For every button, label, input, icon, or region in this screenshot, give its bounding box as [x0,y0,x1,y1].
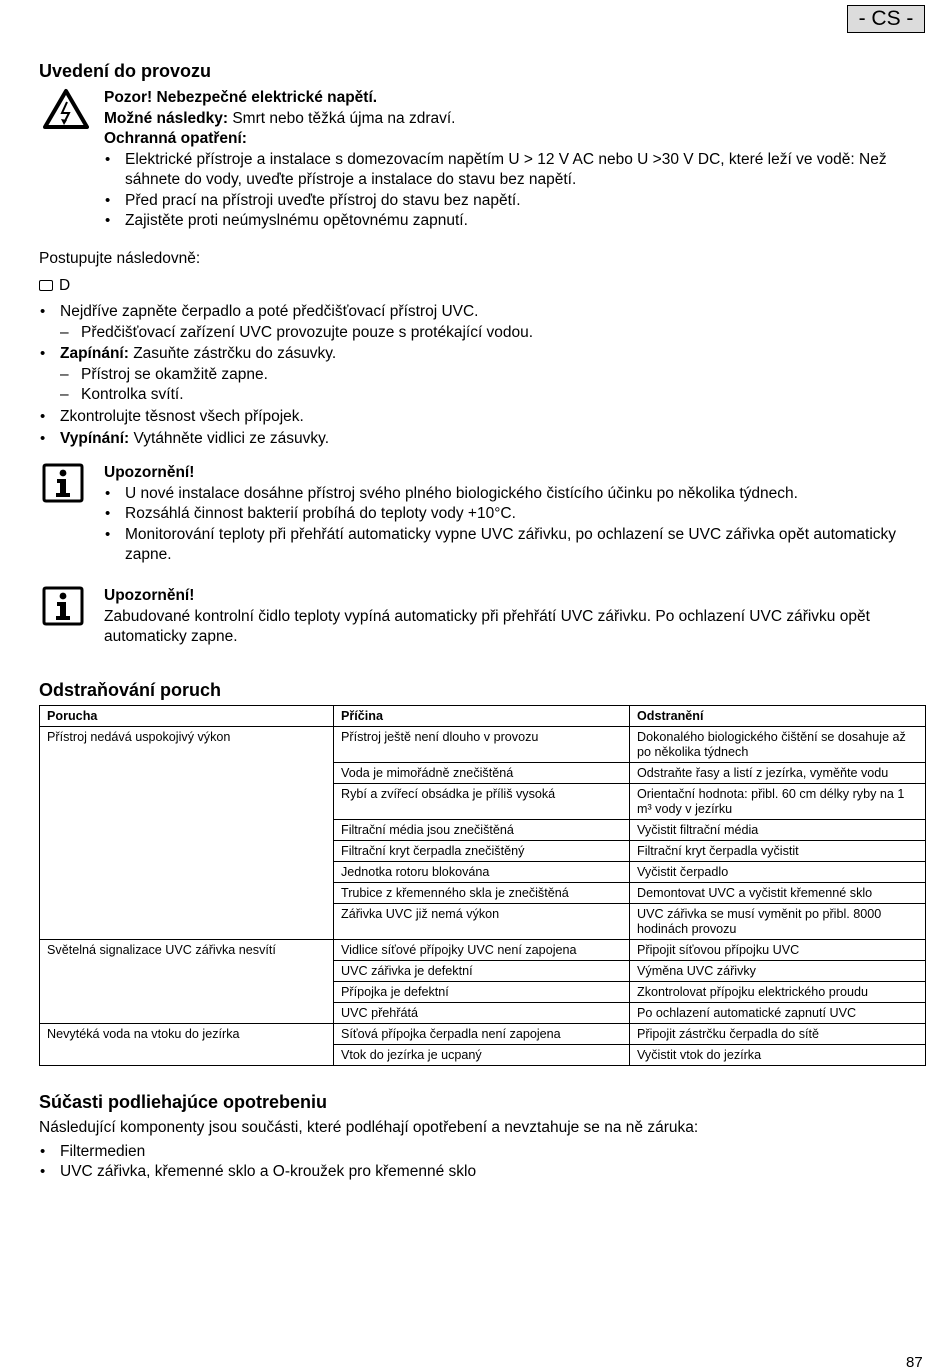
problem-cell [40,1045,334,1066]
list-item: • Nejdříve zapněte čerpadlo a poté předčišťovací přístroj UVC. – Předčišťovací zařízení UVC provozujte pouze s protékající vodou. [39,302,919,343]
wear-parts-block [39,1118,919,1183]
remedy-cell: Výměna UVC zářivky [630,961,926,982]
problem-cell [40,961,334,982]
cause-cell: Filtrační kryt čerpadla znečištěný [334,841,630,862]
note-text: Zabudované kontrolní čidlo teploty vypíná automaticky při přehřátí UVC zářivku. Po ochlazení UVC zářivku opět automaticky zapne. [104,607,870,645]
protective-measures-list [104,150,924,232]
problem-cell [40,1003,334,1024]
list-item: • Vypínání: Vytáhněte vidlici ze zásuvky. [39,429,919,450]
problem-cell [40,982,334,1003]
troubleshooting-table [39,705,926,1066]
list-item: • Elektrické přístroje a instalace s domezovacím napětím U > 12 V AC nebo U >30 V DC, které leží ve vodě: Než sáhnete do vody, uveďte přístroje a instalace do stavu bez napětí. [104,150,924,191]
list-item: • Zajistěte proti neúmyslnému opětovnému zapnutí. [104,211,924,232]
cause-cell: UVC zářivka je defektní [334,961,630,982]
list-item: – Kontrolka svítí. [60,385,919,406]
table-header-row [40,706,926,727]
procedure-block [39,249,919,450]
info-icon [42,586,84,626]
warning-consequences: Možné následky: Smrt nebo těžká újma na zdraví. [104,109,456,127]
remedy-cell: Odstraňte řasy a listí z jezírka, vyměňte vodu [630,763,926,784]
page-number: 87 [906,1354,923,1371]
language-tag: - CS - [847,5,925,33]
cause-cell: Vtok do jezírka je ucpaný [334,1045,630,1066]
warning-block [104,88,924,232]
remedy-cell: Zkontrolovat přípojku elektrického proudu [630,982,926,1003]
problem-cell: Nevytéká voda na vtoku do jezírka [40,1024,334,1045]
cause-cell: Trubice z křemenného skla je znečištěná [334,883,630,904]
table-row [40,904,926,940]
table-row [40,763,926,784]
list-item: • UVC zářivka, křemenné sklo a O-kroužek pro křemenné sklo [39,1162,919,1183]
procedure-steps [39,302,919,450]
list-item: – Přístroj se okamžitě zapne. [60,365,919,386]
table-row [40,841,926,862]
cause-cell: Voda je mimořádně znečištěná [334,763,630,784]
warning-heading: Pozor! Nebezpečné elektrické napětí. [104,89,378,106]
remedy-cell: Demontovat UVC a vyčistit křemenné sklo [630,883,926,904]
section-title-troubleshooting: Odstraňování poruch [39,680,222,700]
remedy-cell: Orientační hodnota: přibl. 60 cm délky ryby na 1 m³ vody v jezírku [630,784,926,820]
sub-list [60,365,919,406]
remedy-cell: Připojit zástrčku čerpadla do sítě [630,1024,926,1045]
cause-cell: UVC přehřátá [334,1003,630,1024]
table-row [40,940,926,961]
list-item: • Zapínání: Zasuňte zástrčku do zásuvky. – Přístroj se okamžitě zapne. – Kontrolka svítí. [39,344,919,406]
note-title: Upozornění! [104,464,195,481]
wear-parts-intro: Následující komponenty jsou součásti, které podléhají opotřebení a nevztahuje se na ně záruka: [39,1119,699,1136]
table-row [40,784,926,820]
info-icon [42,463,84,503]
problem-cell: Světelná signalizace UVC zářivka nesvítí [40,940,334,961]
remedy-cell: Filtrační kryt čerpadla vyčistit [630,841,926,862]
problem-cell: Přístroj nedává uspokojivý výkon [40,727,334,763]
figure-ref-icon [39,280,53,291]
table-body [40,727,926,1066]
problem-cell [40,763,334,784]
note-list [104,484,919,566]
cause-cell: Síťová přípojka čerpadla není zapojena [334,1024,630,1045]
note-block-1 [104,463,919,566]
problem-cell [40,862,334,883]
problem-cell [40,883,334,904]
protective-measures-label: Ochranná opatření: [104,130,247,147]
table-row [40,982,926,1003]
note-block-2 [104,586,919,648]
list-item: • U nové instalace dosáhne přístroj svého plného biologického čistícího účinku po několika týdnech. [104,484,919,505]
remedy-cell: Připojit síťovou přípojku UVC [630,940,926,961]
electric-hazard-icon [43,88,89,130]
wear-parts-list [39,1142,919,1183]
list-item: • Před prací na přístroji uveďte přístroj do stavu bez napětí. [104,191,924,212]
cause-cell: Jednotka rotoru blokována [334,862,630,883]
problem-cell [40,904,334,940]
cause-cell: Vidlice síťové přípojky UVC není zapojena [334,940,630,961]
remedy-cell: Vyčistit filtrační média [630,820,926,841]
cause-cell: Přístroj ještě není dlouho v provozu [334,727,630,763]
remedy-cell: Vyčistit vtok do jezírka [630,1045,926,1066]
table-row [40,1045,926,1066]
list-item: • Monitorování teploty při přehřátí automaticky vypne UVC zářivku, po ochlazení se UVC zářivka opět automaticky zapne. [104,525,919,566]
column-header: Porucha [40,706,334,727]
cause-cell: Filtrační média jsou znečištěná [334,820,630,841]
problem-cell [40,784,334,820]
remedy-cell: Dokonalého biologického čištění se dosahuje až po několika týdnech [630,727,926,763]
column-header: Příčina [334,706,630,727]
remedy-cell: Po ochlazení automatické zapnutí UVC [630,1003,926,1024]
remedy-cell: UVC zářivka se musí vyměnit po přibl. 8000 hodinách provozu [630,904,926,940]
note-title: Upozornění! [104,587,195,604]
table-row [40,820,926,841]
table-row [40,1003,926,1024]
remedy-cell: Vyčistit čerpadlo [630,862,926,883]
cause-cell: Rybí a zvířecí obsádka je příliš vysoká [334,784,630,820]
figure-reference: D [39,276,919,297]
list-item: – Předčišťovací zařízení UVC provozujte pouze s protékající vodou. [60,323,919,344]
table-row [40,883,926,904]
cause-cell: Přípojka je defektní [334,982,630,1003]
table-row [40,727,926,763]
proceed-label: Postupujte následovně: [39,250,201,267]
cause-cell: Zářivka UVC již nemá výkon [334,904,630,940]
list-item: • Rozsáhlá činnost bakterií probíhá do teploty vody +10°C. [104,504,919,525]
problem-cell [40,841,334,862]
list-item: • Zkontrolujte těsnost všech přípojek. [39,407,919,428]
column-header: Odstranění [630,706,926,727]
table-row [40,961,926,982]
list-item: • Filtermedien [39,1142,919,1163]
section-title-wear-parts: Súčasti podliehajúce opotrebeniu [39,1092,328,1112]
sub-list [60,323,919,344]
table-row [40,862,926,883]
problem-cell [40,820,334,841]
section-title-commissioning: Uvedení do provozu [39,61,212,81]
table-row [40,1024,926,1045]
